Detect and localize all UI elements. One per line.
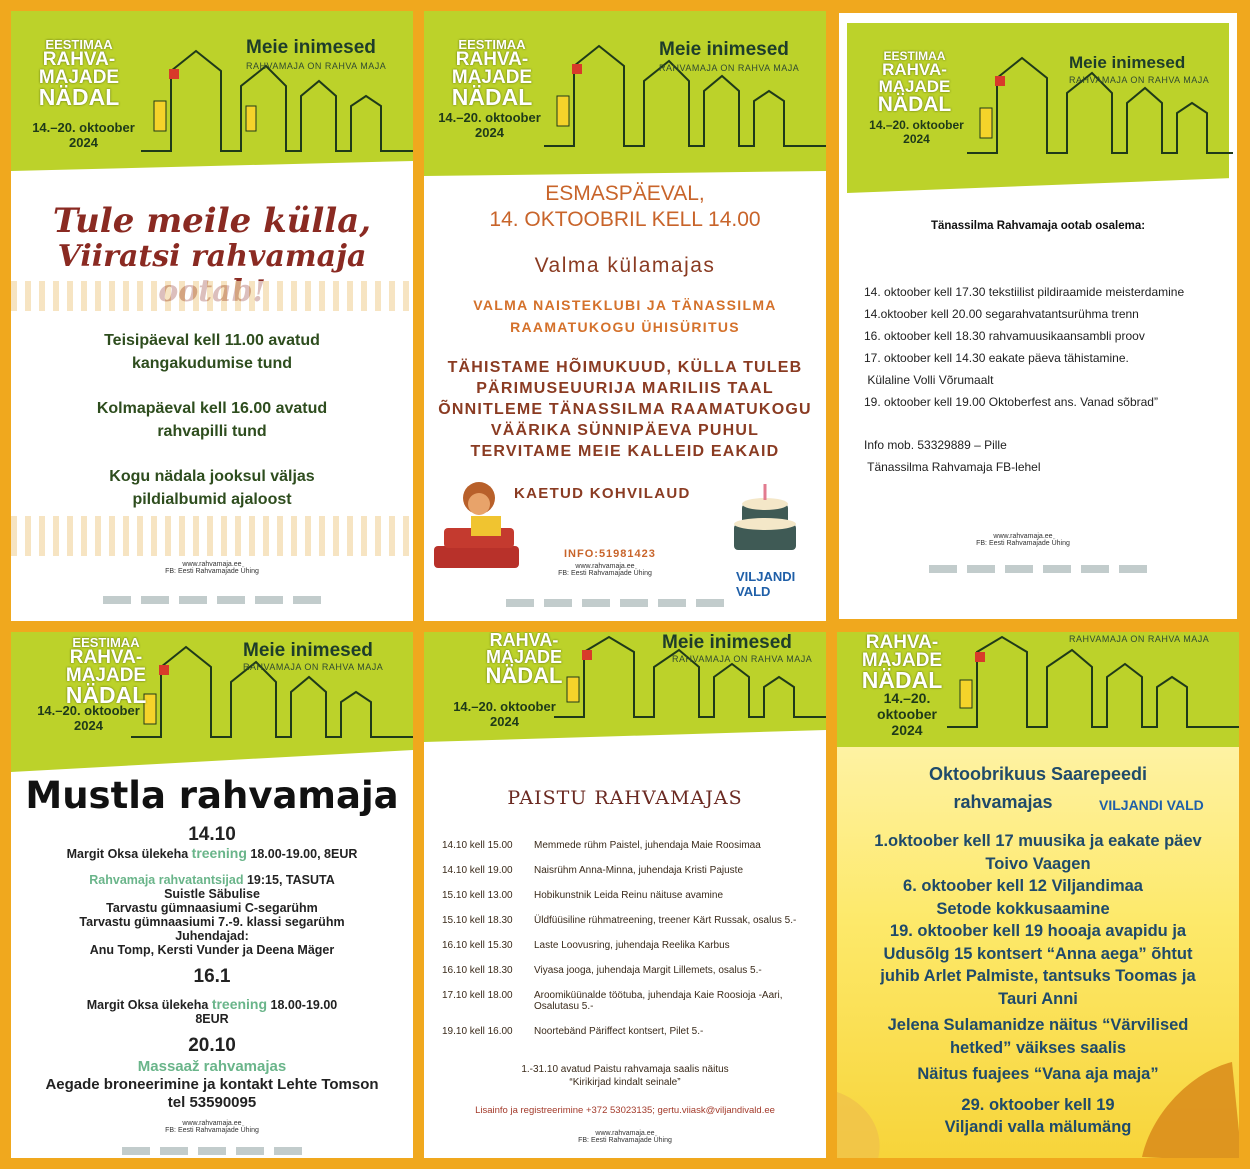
banner-slogan: Meie inimesed <box>246 37 376 58</box>
event-line: kangakudumise tund <box>131 355 293 372</box>
banner-title-4: NÄDAL <box>451 84 533 111</box>
event-line: 14.oktoober kell 20.00 segarahvatantsurühma trenn <box>864 307 1139 321</box>
schedule-time: 15.10 kell 13.00 <box>442 890 513 901</box>
banner-title-4: NÄDAL <box>877 92 952 116</box>
poster-banner <box>11 632 413 772</box>
footer-site: www.rahvamaja.ee <box>182 561 242 568</box>
banner-title-4: NÄDAL <box>861 667 943 694</box>
schedule-event: Üldfüüsiline rühmatreening, treener Kärt Russak, osalus 5.- <box>534 915 797 926</box>
banner-title-1: EESTIMAA <box>72 635 140 650</box>
banner-year: 2024 <box>891 722 923 739</box>
footer-site: www.rahvamaja.ee <box>575 563 635 570</box>
banner-subtitle: RAHVAMAJA ON RAHVA MAJA <box>246 61 387 71</box>
event-line: Toivo Vaagen <box>985 854 1091 873</box>
event-text: 18.00-19.00 <box>267 998 338 1012</box>
schedule-time: 16.10 kell 15.30 <box>442 940 513 951</box>
event-line: rahvapilli tund <box>157 423 267 440</box>
event-line: Näitus fuajees “Vana aja maja” <box>917 1065 1159 1083</box>
viljandi-vald-logo: VILJANDI VALD <box>1099 797 1204 813</box>
pattern-band <box>11 516 413 556</box>
event-line: Viljandi valla mälumäng <box>944 1118 1132 1136</box>
event-venue: Valma külamajas <box>534 254 716 277</box>
banner-title-2: RAHVA- <box>69 647 143 669</box>
banner-subtitle: RAHVAMAJA ON RAHVA MAJA <box>1069 75 1210 85</box>
poster-banner <box>424 11 826 181</box>
event-line: Teisipäeval kell 11.00 avatud <box>104 332 320 349</box>
autumn-leaf-decoration <box>1132 1052 1239 1158</box>
banner-title-1: EESTIMAA <box>458 37 526 52</box>
banner-date: 14.–20. oktoober <box>453 699 556 714</box>
banner-subtitle: RAHVAMAJA ON RAHVA MAJA <box>243 662 384 672</box>
footer-site: www.rahvamaja.ee <box>595 1130 655 1137</box>
schedule-event: Noortebänd Päriffect kontsert, Pilet 5.- <box>534 1026 704 1037</box>
event-line: Kolmapäeval kell 16.00 avatud <box>96 400 328 417</box>
event-line: Jelena Sulamanidze näitus “Värvilised <box>887 1016 1189 1034</box>
schedule-row <box>442 990 814 1012</box>
page-title: rahvamajas <box>953 792 1053 812</box>
poster-banner <box>424 632 826 742</box>
event-line: TERVITAME MEIE KALLEID EAKAID <box>470 443 780 460</box>
event-text: 19:15, TASUTA <box>243 873 335 887</box>
event-highlight: treening <box>211 996 268 1012</box>
exhibition-note: 1.-31.10 avatud Paistu rahvamaja saalis näitus <box>521 1064 729 1075</box>
event-text: Aegade broneerimine ja kontakt Lehte Tomson <box>45 1076 379 1093</box>
banner-slogan: Meie inimesed <box>1069 53 1186 72</box>
event-text: Juhendajad: <box>175 929 249 943</box>
event-line: 29. oktoober kell 19 <box>961 1095 1115 1114</box>
event-text: Suistle Säbulise <box>164 887 260 901</box>
footer-fb: FB: Eesti Rahvamajade Ühing <box>165 1127 259 1134</box>
autumn-leaf-decoration <box>837 1082 897 1158</box>
event-line: PÄRIMUSEUURIJA MARILIIS TAAL <box>476 380 774 397</box>
poster-saarepeedi <box>837 632 1239 1158</box>
poster-viiratsi <box>11 11 413 621</box>
event-line: 1.oktoober kell 17 muusika ja eakate päev <box>874 832 1202 850</box>
footer-fb: FB: Eesti Rahvamajade Ühing <box>976 540 1070 547</box>
event-line: Setode kokkusaamine <box>936 899 1110 918</box>
schedule-event: Laste Loovusring, juhendaja Reelika Karbus <box>534 940 730 951</box>
banner-title-1: EESTIMAA <box>883 49 946 63</box>
event-day: ESMASPÄEVAL, <box>545 182 705 205</box>
banner-date: 14.–20. oktoober <box>37 703 140 718</box>
banner-title-4: NÄDAL <box>38 84 120 111</box>
banner-date: 14.–20. oktoober <box>32 120 135 135</box>
info-phone: INFO:51981423 <box>564 548 656 560</box>
schedule-time: 17.10 kell 18.00 <box>442 990 513 1001</box>
schedule-time: 14.10 kell 19.00 <box>442 865 513 876</box>
date-heading: 14.10 <box>188 824 236 845</box>
event-line: 16. oktoober kell 18.30 rahvamuusikaansambli proov <box>864 329 1145 343</box>
coffee-note: KAETUD KOHVILAUD <box>514 485 691 502</box>
footer-fb: FB: Eesti Rahvamajade Ühing <box>558 570 652 577</box>
pattern-band <box>11 281 413 311</box>
date-heading: 16.1 <box>193 966 231 987</box>
banner-title-2: RAHVA- <box>455 49 529 71</box>
banner-title-2: RAHVA- <box>42 49 116 71</box>
event-highlight: Massaaž rahvamajas <box>137 1058 287 1075</box>
banner-year: 2024 <box>74 717 103 733</box>
banner-year: 2024 <box>69 134 98 150</box>
banner-slogan: Meie inimesed <box>659 39 789 60</box>
banner-title-3: MAJADE <box>451 67 533 89</box>
birthday-cake-illustration <box>724 476 809 561</box>
footer-site: www.rahvamaja.ee <box>182 1120 242 1127</box>
schedule-time: 19.10 kell 16.00 <box>442 1026 513 1037</box>
banner-year: 2024 <box>490 713 519 729</box>
banner-title-2: RAHVA- <box>865 632 939 653</box>
event-time: 14. OKTOOBRIL KELL 14.00 <box>489 208 761 231</box>
event-line: 19. oktoober kell 19.00 Oktoberfest ans. Vanad sõbrad” <box>864 395 1158 409</box>
script-heading-2: Viiratsi rahvamaja <box>57 239 367 274</box>
schedule-row <box>442 890 814 901</box>
event-line: hetked” väikses saalis <box>949 1038 1127 1057</box>
event-line: juhib Arlet Palmiste, tantsuks Toomas ja <box>880 967 1196 985</box>
schedule-row <box>442 940 814 951</box>
banner-subtitle: RAHVAMAJA ON RAHVA MAJA <box>659 63 800 73</box>
viljandi-vald-logo: VILJANDI VALD <box>736 569 796 599</box>
sponsor-logos <box>484 599 746 613</box>
poster-valma <box>424 11 826 621</box>
schedule-time: 16.10 kell 18.30 <box>442 965 513 976</box>
event-line: VÄÄRIKA SÜNNIPÄEVA PUHUL <box>490 422 760 439</box>
date-heading: 20.10 <box>188 1035 236 1056</box>
poster-banner <box>11 11 413 196</box>
sponsor-logos <box>919 565 1157 579</box>
event-line: TÄHISTAME HÕIMUKUUD, KÜLLA TULEB <box>447 359 803 376</box>
event-text: 18.00-19.00, 8EUR <box>246 847 358 861</box>
event-line: 6. oktoober kell 12 Viljandimaa <box>903 877 1143 895</box>
event-organizer: RAAMATUKOGU ÜHISÜRITUS <box>510 319 740 335</box>
schedule-row <box>442 865 814 876</box>
event-text: tel 53590095 <box>167 1094 257 1111</box>
event-text: Tarvastu gümnaasiumi 7.-9. klassi segarühm <box>79 915 345 929</box>
schedule-event: Viyasa jooga, juhendaja Margit Lillemets, osalus 5.- <box>534 965 762 976</box>
banner-title-3: MAJADE <box>878 76 951 96</box>
info-contact: Info mob. 53329889 – Pille <box>864 438 1007 452</box>
event-line: 17. oktoober kell 14.30 eakate päeva tähistamine. <box>864 351 1129 365</box>
info-facebook: Tänassilma Rahvamaja FB-lehel <box>864 460 1041 474</box>
sponsor-logos <box>61 596 363 610</box>
schedule-row <box>442 1026 814 1037</box>
schedule-event: Naisrühm Anna-Minna, juhendaja Kristi Pajuste <box>534 865 743 876</box>
schedule-time: 14.10 kell 15.00 <box>442 840 513 851</box>
event-line: Tauri Anni <box>998 989 1078 1008</box>
poster-tanassilma <box>837 11 1239 621</box>
banner-title-3: MAJADE <box>861 650 943 672</box>
banner-year: 2024 <box>903 131 930 146</box>
poster-paistu <box>424 632 826 1158</box>
footer-site: www.rahvamaja.ee <box>993 533 1053 540</box>
event-highlight: treening <box>191 845 247 861</box>
banner-title-2: RAHVA- <box>489 632 559 650</box>
exhibition-note: “Kirikirjad kindalt seinale” <box>569 1077 681 1088</box>
page-title: Oktoobrikuus Saarepeedi <box>928 764 1148 784</box>
banner-title-2: RAHVA- <box>882 60 947 80</box>
intro-heading: Tänassilma Rahvamaja ootab osalema: <box>930 220 1146 232</box>
event-line: Külaline Volli Võrumaalt <box>864 373 994 387</box>
banner-title-4: NÄDAL <box>65 682 147 709</box>
schedule-row <box>442 840 814 851</box>
event-text: Tarvastu gümnaasiumi C-segarühm <box>106 901 318 915</box>
event-line: Kogu nädala jooksul väljas <box>109 468 315 485</box>
footer-fb: FB: Eesti Rahvamajade Ühing <box>578 1137 672 1144</box>
banner-title-1: EESTIMAA <box>45 37 113 52</box>
schedule-event: Memmede rühm Paistel, juhendaja Maie Roosimaa <box>534 840 761 851</box>
event-line: Udusõlg 15 kontsert “Anna aega” õhtut <box>883 944 1193 963</box>
banner-slogan: Meie inimesed <box>662 632 792 653</box>
script-heading-1: Tule meile külla, <box>52 201 372 241</box>
banner-date: 14.–20. oktoober <box>869 118 964 132</box>
poster-mustla <box>11 632 413 1158</box>
event-text: Margit Oksa ülekeha <box>66 847 192 861</box>
banner-title-4: NÄDAL <box>485 663 563 689</box>
banner-title-3: MAJADE <box>38 67 120 89</box>
page-title: PAISTU RAHVAMAJAS <box>507 787 743 809</box>
schedule-row <box>442 965 814 976</box>
schedule-event: Aroomiküünalde töötuba, juhendaja Kaie Roosioja -Aari, Osalutasu 5.- <box>534 990 783 1012</box>
poster-banner <box>837 632 1239 747</box>
event-line: 19. oktoober kell 19 hooaja avapidu ja <box>889 922 1187 940</box>
event-text: Margit Oksa ülekeha <box>86 998 212 1012</box>
footer-fb: FB: Eesti Rahvamajade Ühing <box>165 568 259 575</box>
event-line: ÕNNITLEME TÄNASSILMA RAAMATUKOGU <box>438 401 812 418</box>
schedule-time: 15.10 kell 18.30 <box>442 915 513 926</box>
sponsor-logos <box>61 1147 363 1158</box>
banner-date: 14.–20. <box>883 690 931 706</box>
event-line: pildialbumid ajaloost <box>132 491 292 508</box>
event-highlight: Rahvamaja rahvatantsijad <box>89 873 244 887</box>
contact-info: Lisainfo ja registreerimine +372 53023135; gertu.viiask@viljandivald.ee <box>475 1105 775 1116</box>
event-organizer: VALMA NAISTEKLUBI JA TÄNASSILMA <box>473 297 777 313</box>
page-title: Mustla rahvamaja <box>25 774 399 817</box>
banner-subtitle: RAHVAMAJA ON RAHVA MAJA <box>672 654 813 664</box>
event-line: 14. oktoober kell 17.30 tekstiilist pildiraamide meisterdamine <box>864 285 1185 299</box>
banner-date-month: oktoober <box>877 706 937 723</box>
banner-year: 2024 <box>475 124 504 140</box>
schedule-event: Hobikunstnik Leida Reinu näituse avamine <box>534 890 724 901</box>
event-text: Anu Tomp, Kersti Vunder ja Deena Mäger <box>89 943 335 957</box>
banner-title-3: MAJADE <box>485 647 562 668</box>
poster-banner <box>847 23 1229 193</box>
banner-slogan: Meie inimesed <box>243 640 373 661</box>
event-text: 8EUR <box>195 1012 229 1026</box>
banner-date: 14.–20. oktoober <box>438 110 541 125</box>
banner-subtitle: RAHVAMAJA ON RAHVA MAJA <box>1069 634 1210 644</box>
schedule-row <box>442 915 814 926</box>
banner-title-3: MAJADE <box>65 665 147 687</box>
